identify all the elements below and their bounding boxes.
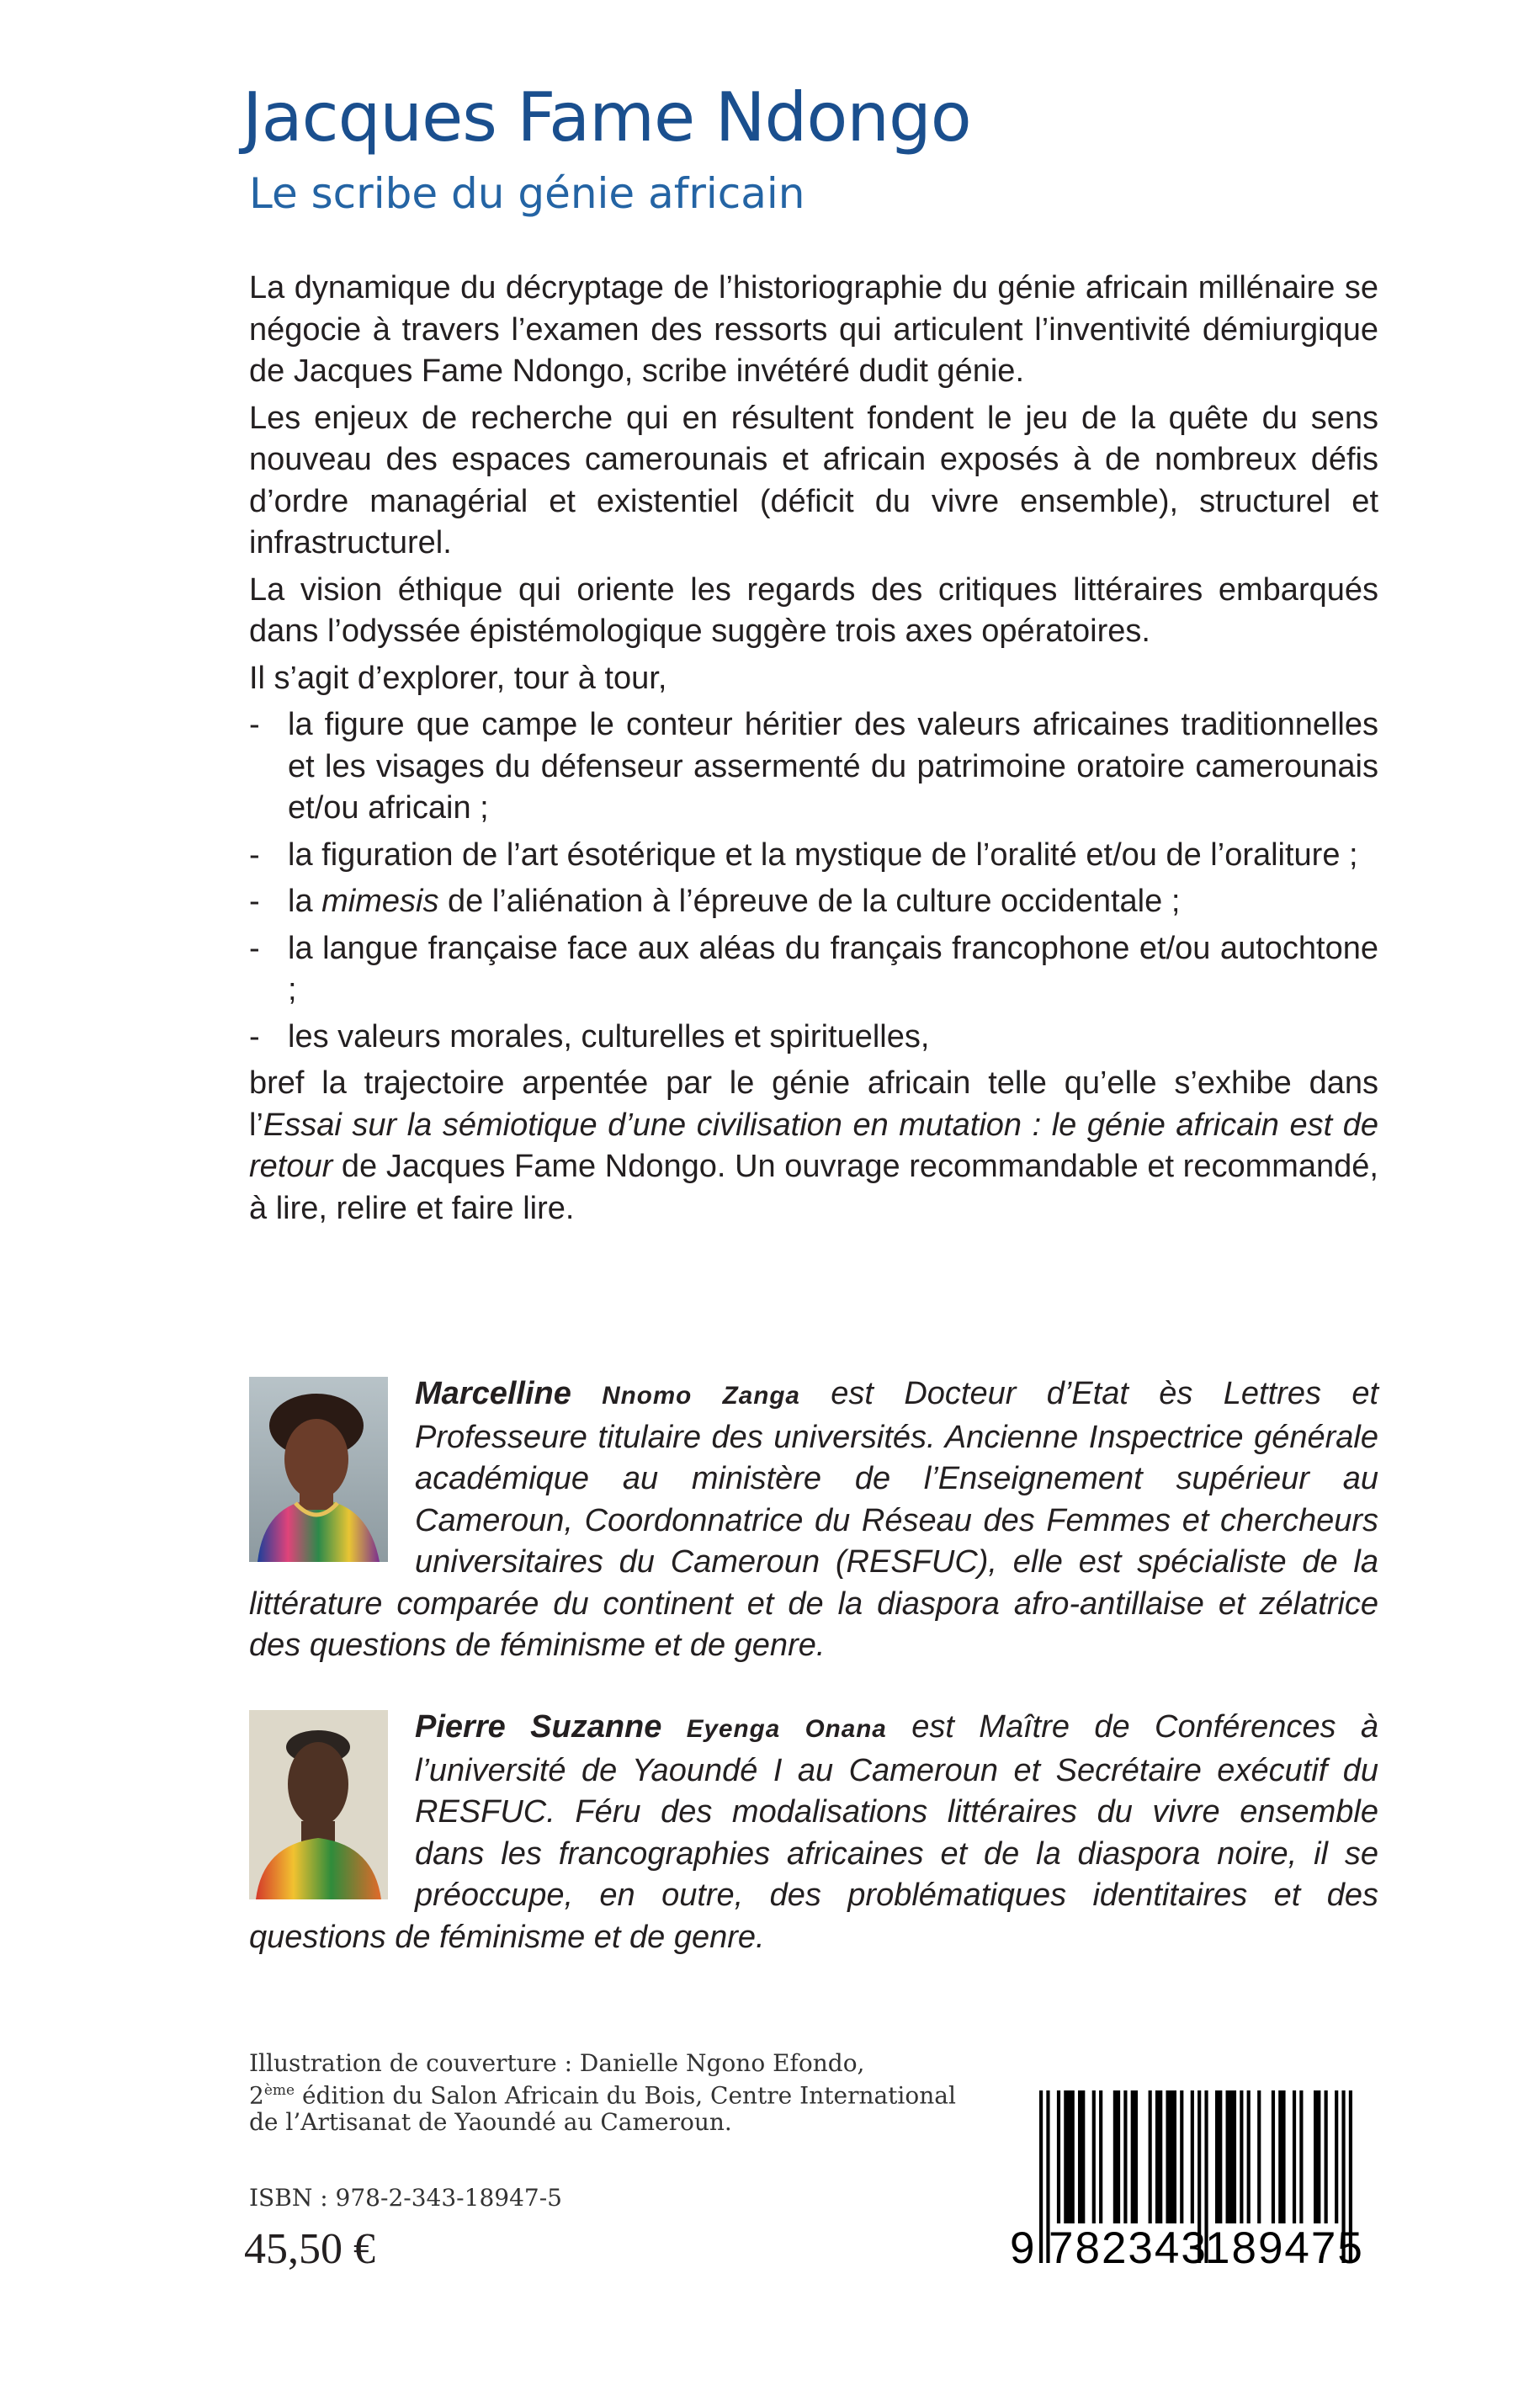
list-item (249, 704, 1378, 830)
barcode-bar (1247, 2090, 1251, 2223)
barcode-bar (1078, 2090, 1085, 2223)
list-dash: - (249, 884, 260, 919)
list-item (249, 1017, 1378, 1059)
barcode-bar (1149, 2090, 1152, 2223)
barcode-bar (1166, 2090, 1176, 2223)
summary-paragraph: Il s’agit d’explorer, tour à tour, (249, 660, 667, 696)
price: 45,50 € (244, 2225, 375, 2273)
barcode-bar (1123, 2090, 1127, 2223)
barcode-bar (1064, 2090, 1075, 2223)
conclusion-text: de Jacques Fame Ndongo. Un ouvrage recommandable et recommandé, à lire, relire et faire lire. (249, 1149, 1378, 1226)
book-subtitle: Le scribe du génie africain (249, 169, 805, 218)
list-item (249, 928, 1378, 1012)
barcode-bar (1057, 2090, 1060, 2223)
author-bio-1 (249, 1373, 1378, 1667)
barcode-bar (1226, 2090, 1237, 2223)
barcode-bar (1335, 2090, 1338, 2223)
summary-conclusion (249, 1063, 1378, 1230)
list-dash: - (249, 930, 260, 966)
author-surname: Eyenga (686, 1715, 781, 1743)
barcode-bar (1257, 2090, 1261, 2223)
edition-number: 2 (249, 2081, 264, 2110)
list-item-text: de l’aliénation à l’épreuve de la culture occidentale ; (448, 884, 1181, 919)
author-bio-2 (249, 1707, 1378, 1958)
author-bio-text: est Docteur d’Etat ès Lettres et Professeure titulaire des universités. Ancienne Inspectrice générale académique au ministère de l’Enseignement supérieur au Cameroun, Coordonnatrice du Réseau des Femmes et chercheurs universitaires du Cameroun (RESFUC), elle est spécialiste de la littérature comparée du continent et de la diaspora afro-antillaise et zélatrice des questions de féminisme et de genre. (249, 1376, 1379, 1663)
barcode-bar (1099, 2090, 1102, 2223)
barcode-bar (1092, 2090, 1096, 2223)
list-item-text: les valeurs morales, culturelles et spirituelles, (288, 1018, 930, 1054)
author-surname: Nnomo (602, 1382, 693, 1410)
barcode-bar (1293, 2090, 1296, 2223)
barcode-bar (1240, 2090, 1243, 2223)
list-item-emphasis: mimesis (321, 884, 439, 919)
author-bio-text: est Maître de Conférences à l’université de Yaoundé I au Cameroun et Secrétaire exécutif du RESFUC. Féru des modalisations littéraires du vivre ensemble dans les francographies africaines et de la diaspora noire, il se préoccupe, en outre, des problématiques identitaires et des questions de féminisme et de genre. (249, 1709, 1379, 1955)
barcode-bar (1180, 2090, 1183, 2223)
book-title: Jacques Fame Ndongo (242, 78, 971, 157)
barcode-bar (1299, 2090, 1303, 2223)
cover-credits (249, 2050, 956, 2136)
author-surname: Zanga (722, 1382, 800, 1410)
barcode-digit-group: 782343 (1049, 2223, 1208, 2273)
barcode-bar (1155, 2090, 1162, 2223)
list-item-text: la figuration de l’art ésotérique et la mystique de l’oralité et/ou de l’oraliture ; (288, 837, 1358, 873)
author-first-name: Pierre Suzanne (415, 1709, 662, 1745)
credits-line: Illustration de couverture : Danielle Ngono Efondo, (249, 2049, 865, 2077)
barcode-bar (1272, 2090, 1275, 2223)
list-item-text: la (288, 884, 313, 919)
barcode-bar (1314, 2090, 1320, 2223)
barcode-bar (1131, 2090, 1138, 2223)
author-surname: Onana (805, 1715, 887, 1743)
list-item-text: la langue française face aux aléas du français francophone et/ou autochtone ; (288, 930, 1378, 1007)
barcode-bar (1113, 2090, 1120, 2223)
summary-paragraph: La dynamique du décryptage de l’historiographie du génie africain millénaire se négocie à travers l’examen des ressorts qui articulent l’inventivité démiurgique de Jacques Fame Ndongo, scribe invétéré dudit génie. (249, 270, 1378, 389)
barcode-bar (1278, 2090, 1285, 2223)
list-dash: - (249, 707, 260, 742)
barcode-digits (1010, 2223, 1363, 2274)
axes-list (249, 704, 1378, 1058)
list-item (249, 881, 1378, 923)
barcode-bar (1191, 2090, 1194, 2223)
summary (249, 268, 1378, 1235)
summary-paragraph: Les enjeux de recherche qui en résultent fondent le jeu de la quête du sens nouveau des espaces camerounais et africain exposés à de nombreux défis d’ordre managérial et existentiel (déficit du vivre ensemble), structurel et infrastructurel. (249, 400, 1378, 560)
barcode-digit: 9 (1010, 2223, 1035, 2273)
author-photo (249, 1710, 388, 1899)
barcode-digit-group: 189475 (1205, 2223, 1364, 2273)
list-dash: - (249, 1018, 260, 1054)
conclusion-text: bref la trajectoire arpentée par le génie africain telle qu’elle s’exhibe dans l’ (249, 1065, 1378, 1143)
credits-line: de l’Artisanat de Yaoundé au Cameroun. (249, 2108, 732, 2137)
barcode-bar (1325, 2090, 1328, 2223)
isbn: ISBN : 978-2-343-18947-5 (249, 2184, 562, 2212)
credits-line (249, 2077, 956, 2109)
credits-text: édition du Salon Africain du Bois, Centre International (301, 2081, 956, 2110)
cited-work-title: Essai sur la sémiotique d’une civilisation en mutation : le génie africain est de retour (249, 1107, 1378, 1184)
list-dash: - (249, 837, 260, 873)
barcode-bar (1215, 2090, 1222, 2223)
list-item-text: la figure que campe le conteur héritier des valeurs africaines traditionnelles et les visages du défenseur assermenté du patrimoine oratoire camerounais et/ou africain ; (288, 707, 1378, 826)
author-photo (249, 1377, 388, 1562)
list-item (249, 835, 1378, 877)
edition-superscript: ème (263, 2082, 295, 2099)
summary-paragraph: La vision éthique qui oriente les regards des critiques littéraires embarqués dans l’odyssée épistémologique suggère trois axes opératoires. (249, 571, 1378, 649)
author-first-name: Marcelline (415, 1376, 571, 1411)
